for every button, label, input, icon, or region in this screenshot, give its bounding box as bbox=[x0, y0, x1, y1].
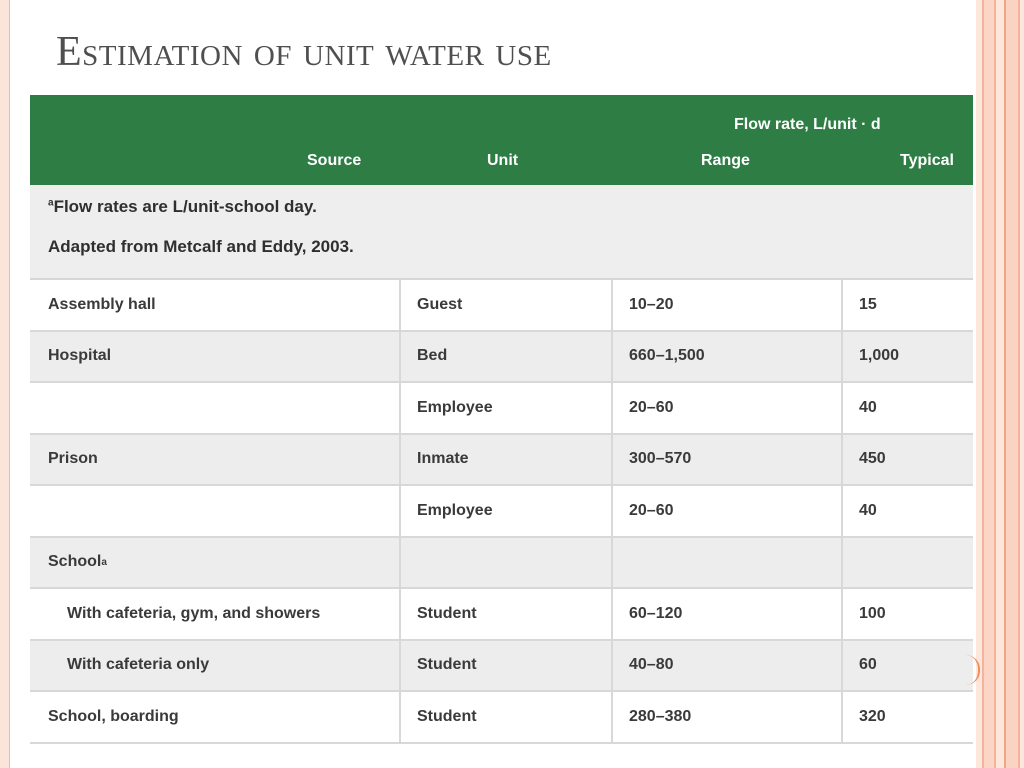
cell-unit: Employee bbox=[401, 486, 613, 536]
cell-range: 280–380 bbox=[613, 692, 843, 742]
cell-unit bbox=[401, 538, 613, 588]
cell-source: School, boarding bbox=[30, 692, 401, 742]
cell-typical: 450 bbox=[859, 450, 886, 468]
footnote-line-2: Adapted from Metcalf and Eddy, 2003. bbox=[48, 237, 354, 256]
cell-typical: 320 bbox=[859, 707, 886, 725]
header-group-label: Flow rate, L/unit · d bbox=[734, 116, 881, 133]
table-row bbox=[30, 641, 973, 693]
table-body bbox=[30, 280, 973, 744]
table-header bbox=[30, 95, 973, 185]
table-row bbox=[30, 332, 973, 384]
cell-typical bbox=[843, 538, 973, 588]
cell-unit: Employee bbox=[401, 383, 613, 433]
table-notes bbox=[30, 185, 973, 280]
table-row bbox=[30, 383, 973, 435]
cell-source bbox=[30, 486, 401, 536]
cell-source: With cafeteria, gym, and showers bbox=[30, 589, 401, 639]
cell-typical: 100 bbox=[859, 604, 886, 622]
cell-typical: 15 bbox=[859, 295, 877, 313]
header-typical: Typical bbox=[900, 152, 954, 169]
header-unit: Unit bbox=[487, 152, 519, 169]
footnote-line-1: $^a$Flow rates are L/unit-school day. bbox=[48, 197, 317, 216]
cell-range: 10–20 bbox=[613, 280, 843, 330]
cell-unit: Student bbox=[401, 641, 613, 691]
cell-range: 40–80 bbox=[613, 641, 843, 691]
water-use-table bbox=[30, 95, 973, 744]
right-decoration bbox=[976, 0, 1024, 768]
cell-typical: 60 bbox=[859, 656, 877, 674]
cell-unit: Inmate bbox=[401, 435, 613, 485]
table-row bbox=[30, 589, 973, 641]
slide-title: Estimation of unit water use bbox=[56, 29, 552, 75]
cell-range: 300–570 bbox=[613, 435, 843, 485]
header-range: Range bbox=[701, 152, 750, 169]
table-row bbox=[30, 280, 973, 332]
cell-unit: Student bbox=[401, 589, 613, 639]
cell-unit: Bed bbox=[401, 332, 613, 382]
table-row bbox=[30, 435, 973, 487]
table-row bbox=[30, 538, 973, 590]
cell-range bbox=[613, 538, 843, 588]
cell-range: 660–1,500 bbox=[613, 332, 843, 382]
cell-source: With cafeteria only bbox=[30, 641, 401, 691]
cell-source: Hospital bbox=[30, 332, 401, 382]
cell-unit: Guest bbox=[401, 280, 613, 330]
cell-typical: 40 bbox=[859, 398, 877, 416]
cell-source: Prison bbox=[30, 435, 401, 485]
cell-source: Assembly hall bbox=[30, 280, 401, 330]
cell-range: 60–120 bbox=[613, 589, 843, 639]
table-row bbox=[30, 692, 973, 744]
cell-typical: 1,000 bbox=[859, 347, 900, 365]
table-row bbox=[30, 486, 973, 538]
header-source: Source bbox=[307, 152, 362, 169]
left-border bbox=[0, 0, 10, 768]
cell-typical: 40 bbox=[859, 501, 877, 519]
cell-source bbox=[30, 383, 401, 433]
cell-unit: Student bbox=[401, 692, 613, 742]
cell-range: 20–60 bbox=[613, 486, 843, 536]
cell-source: School a bbox=[30, 538, 401, 588]
cell-range: 20–60 bbox=[613, 383, 843, 433]
